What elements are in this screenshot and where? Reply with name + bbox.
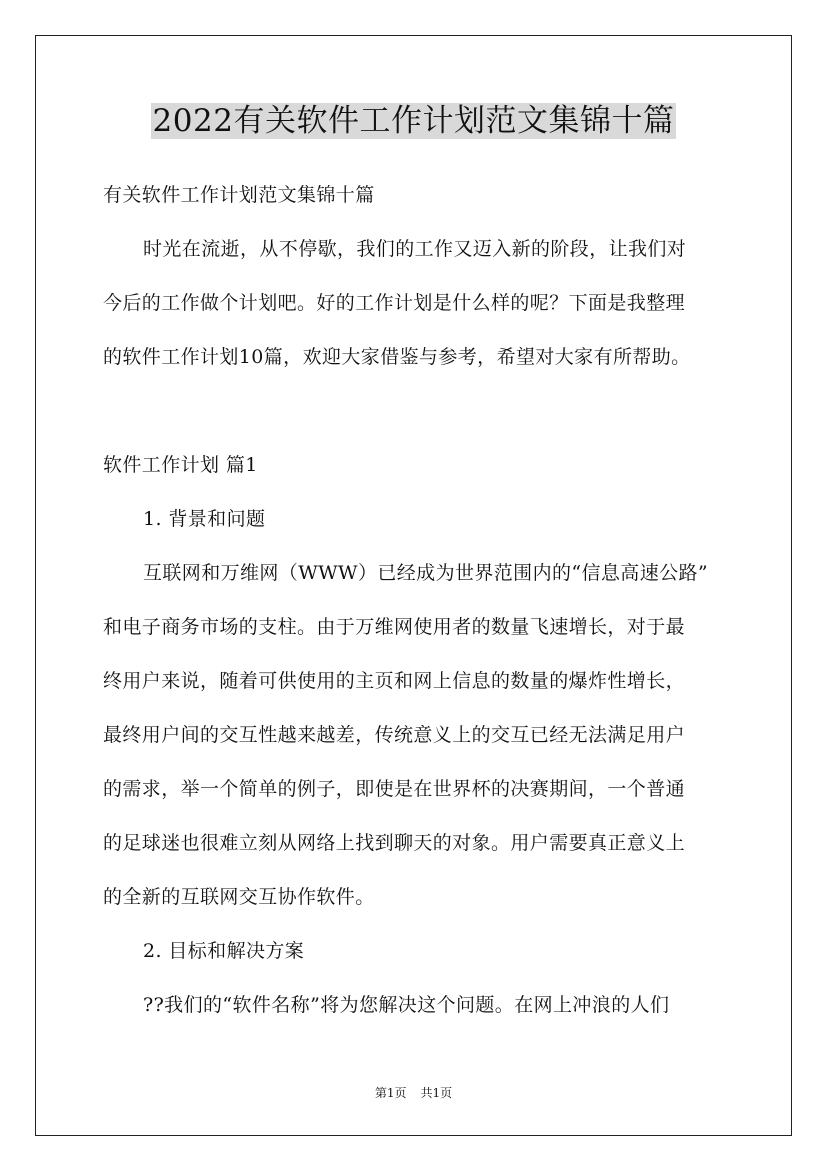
item1-line: 的需求，举一个简单的例子，即使是在世界杯的决赛期间，一个普通	[103, 778, 686, 800]
intro-line: 今后的工作做个计划吧。好的工作计划是什么样的呢？下面是我整理	[103, 292, 686, 314]
item1-line: 互联网和万维网（WWW）已经成为世界范围内的“信息高速公路”	[143, 562, 709, 584]
item1-line: 和电子商务市场的支柱。由于万维网使用者的数量飞速增长，对于最	[103, 616, 686, 638]
item1-line: 最终用户间的交互性越来越差，传统意义上的交互已经无法满足用户	[103, 724, 686, 746]
intro-line: 时光在流逝，从不停歇，我们的工作又迈入新的阶段，让我们对	[143, 238, 687, 260]
item1-heading: 1. 背景和问题	[143, 508, 266, 530]
page-footer	[0, 1085, 827, 1101]
page-total: 共1页	[420, 1086, 453, 1100]
document-title	[0, 98, 827, 144]
section-heading: 软件工作计划 篇1	[103, 454, 258, 476]
item1-line: 终用户来说，随着可供使用的主页和网上信息的数量的爆炸性增长，	[103, 670, 686, 692]
item1-line: 的全新的互联网交互协作软件。	[103, 886, 375, 908]
document-title-text: 2022有关软件工作计划范文集锦十篇	[152, 103, 675, 139]
item1-line: 的足球迷也很难立刻从网络上找到聊天的对象。用户需要真正意义上	[103, 832, 686, 854]
intro-line: 的软件工作计划10篇，欢迎大家借鉴与参考，希望对大家有所帮助。	[103, 346, 691, 368]
item2-line: ??我们的“软件名称”将为您解决这个问题。在网上冲浪的人们	[143, 994, 670, 1016]
page-number: 第1页	[374, 1086, 407, 1100]
document-subtitle: 有关软件工作计划范文集锦十篇	[103, 184, 375, 206]
item2-heading: 2. 目标和解决方案	[143, 940, 305, 962]
